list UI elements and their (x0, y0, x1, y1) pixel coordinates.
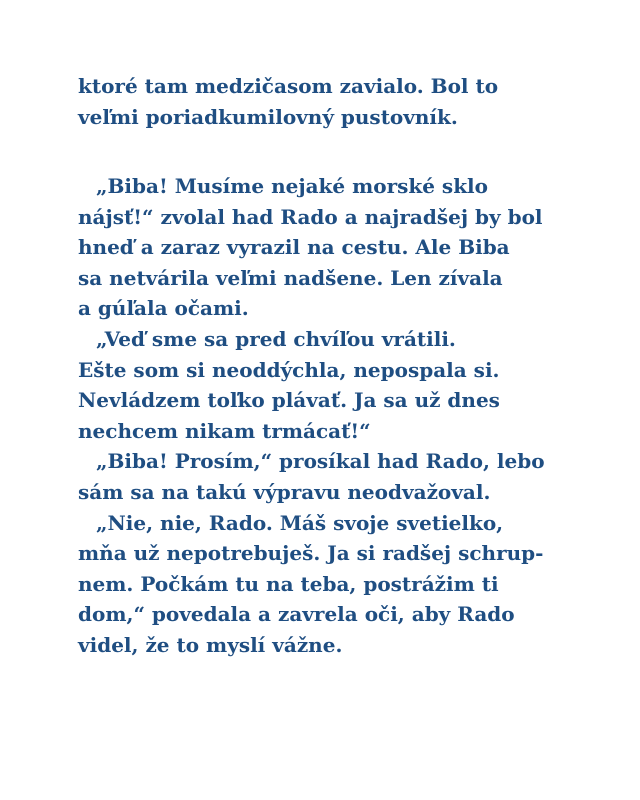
text-line: sám sa na takú výpravu neodvažoval. (78, 479, 491, 504)
text-line: „Biba! Musíme nejaké morské sklo (96, 174, 488, 198)
text-line: mňa už nepotrebuješ. Ja si radšej schrup- (78, 541, 544, 566)
text-line: hneď a zaraz vyrazil na cestu. Ale Biba (78, 235, 510, 260)
text-line: videl, že to myslí vážne. (78, 632, 343, 657)
text-line: sa netvárila veľmi nadšene. Len zívala (78, 265, 503, 290)
text-line: nem. Počkám tu na teba, postrážim ti (78, 571, 499, 596)
text-line: veľmi poriadkumilovný pustovník. (78, 104, 458, 129)
text-line: a gúľala očami. (78, 296, 249, 321)
text-line: ktoré tam medzičasom zavialo. Bol to (78, 74, 499, 98)
text-line: Nevládzem toľko plávať. Ja sa už dnes (78, 388, 500, 413)
text-line: „Nie, nie, Rado. Máš svoje svetielko, (96, 510, 504, 535)
text-line: nechcem nikam trmácať!“ (78, 418, 371, 443)
text-line: Ešte som si neoddýchla, nepospala si. (78, 357, 500, 382)
dialogue-paragraphs (78, 171, 598, 661)
text-line: „Biba! Prosím,“ prosíkal had Rado, lebo (96, 449, 545, 474)
text-line: „Veď sme sa pred chvíľou vrátili. (96, 326, 456, 351)
text-line: nájsť!“ zvolal had Rado a najradšej by bol (78, 204, 543, 229)
intro-paragraph (78, 71, 598, 132)
text-line: dom,“ povedala a zavrela oči, aby Rado (78, 602, 515, 627)
